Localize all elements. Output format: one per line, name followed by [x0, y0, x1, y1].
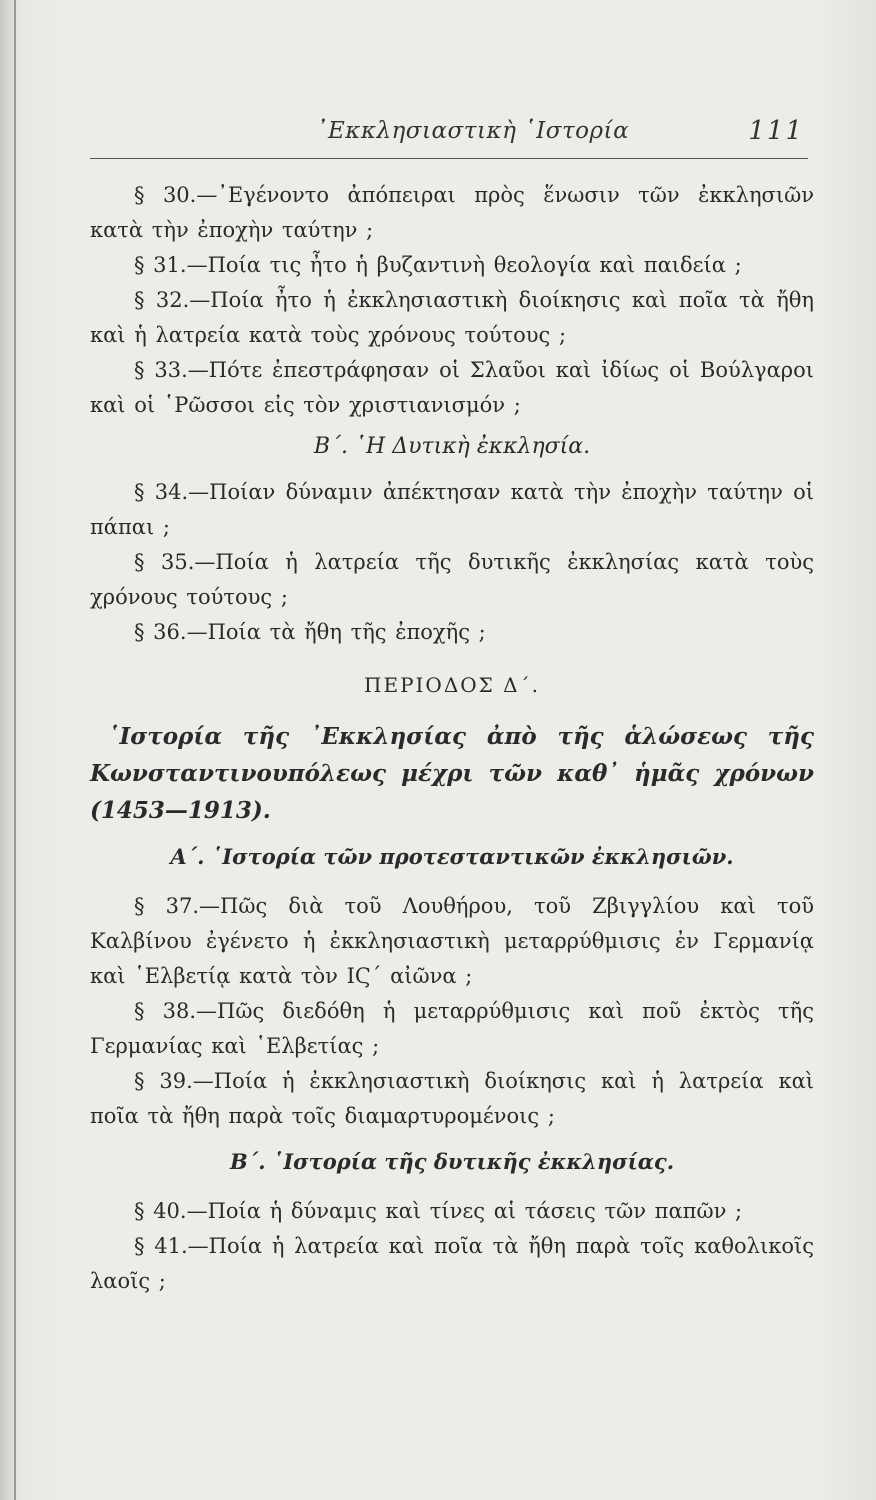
- question-36: § 36.—Ποία τὰ ἤθη τῆς ἐποχῆς ;: [134, 620, 486, 644]
- question-38: § 38.—Πῶς διεδόθη ἡ μεταρρύθμισις καὶ ποῦ ἐκτὸς τῆς Γερμανίας καὶ ῾Ελβετίας ;: [90, 999, 814, 1058]
- question-32: § 32.—Ποία ἦτο ἡ ἐκκλησιαστικὴ διοίκησις καὶ ποῖα τὰ ἤθη καὶ ἡ λατρεία κατὰ τοὺς χρόνους τούτους ;: [90, 288, 814, 347]
- section-b-heading: Β΄. ῾Η Δυτικὴ ἐκκλησία.: [313, 434, 591, 459]
- page-body: [90, 178, 814, 1299]
- question-37: § 37.—Πῶς διὰ τοῦ Λουθήρου, τοῦ Ζβιγγλίου καὶ τοῦ Καλβίνου ἐγένετο ἡ ἐκκλησιαστικὴ μεταρρύθμισις ἐν Γερμανίᾳ καὶ ῾Ελβετίᾳ κατὰ τὸν ΙϚ΄ αἰῶνα ;: [90, 894, 814, 988]
- question-34: § 34.—Ποίαν δύναμιν ἀπέκτησαν κατὰ τὴν ἐποχὴν ταύτην οἱ πάπαι ;: [90, 480, 814, 539]
- question-41: § 41.—Ποία ἡ λατρεία καὶ ποῖα τὰ ἤθη παρὰ τοῖς καθολικοῖς λαοῖς ;: [90, 1234, 814, 1293]
- page-edge: [14, 0, 16, 1500]
- subsection-a-heading: Α΄. ῾Ιστορία τῶν προτεσταντικῶν ἐκκλησιῶν.: [170, 844, 734, 869]
- question-30: § 30.—᾽Εγένοντο ἀπόπειραι πρὸς ἕνωσιν τῶν ἐκκλησιῶν κατὰ τὴν ἐποχὴν ταύτην ;: [90, 183, 814, 242]
- page-number: 111: [748, 116, 804, 146]
- running-title: ᾽Εκκλησιαστικὴ ῾Ιστορία: [316, 118, 630, 144]
- page-header: [90, 112, 808, 156]
- header-rule: [90, 158, 808, 159]
- question-40: § 40.—Ποία ἡ δύναμις καὶ τίνες αἱ τάσεις τῶν παπῶν ;: [134, 1199, 743, 1223]
- subsection-b-heading: Β΄. ῾Ιστορία τῆς δυτικῆς ἐκκλησίας.: [229, 1149, 675, 1174]
- period-title: ῾Ιστορία τῆς ᾽Εκκλησίας ἀπὸ τῆς ἁλώσεως τῆς Κωνσταντινουπόλεως μέχρι τῶν καθ᾽ ἡμᾶς χρόνων (1453—1913).: [90, 723, 814, 824]
- question-39: § 39.—Ποία ἡ ἐκκλησιαστικὴ διοίκησις καὶ ἡ λατρεία καὶ ποῖα τὰ ἤθη παρὰ τοῖς διαμαρτυρομένοις ;: [90, 1069, 814, 1128]
- question-35: § 35.—Ποία ἡ λατρεία τῆς δυτικῆς ἐκκλησίας κατὰ τοὺς χρόνους τούτους ;: [90, 550, 814, 609]
- period-heading: ΠΕΡΙΟΔΟΣ Δ΄.: [364, 673, 540, 697]
- question-31: § 31.—Ποία τις ἦτο ἡ βυζαντινὴ θεολογία καὶ παιδεία ;: [134, 253, 742, 277]
- question-33: § 33.—Πότε ἐπεστράφησαν οἱ Σλαῦοι καὶ ἰδίως οἱ Βούλγαροι καὶ οἱ ῾Ρῶσσοι εἰς τὸν χριστιανισμόν ;: [90, 358, 814, 417]
